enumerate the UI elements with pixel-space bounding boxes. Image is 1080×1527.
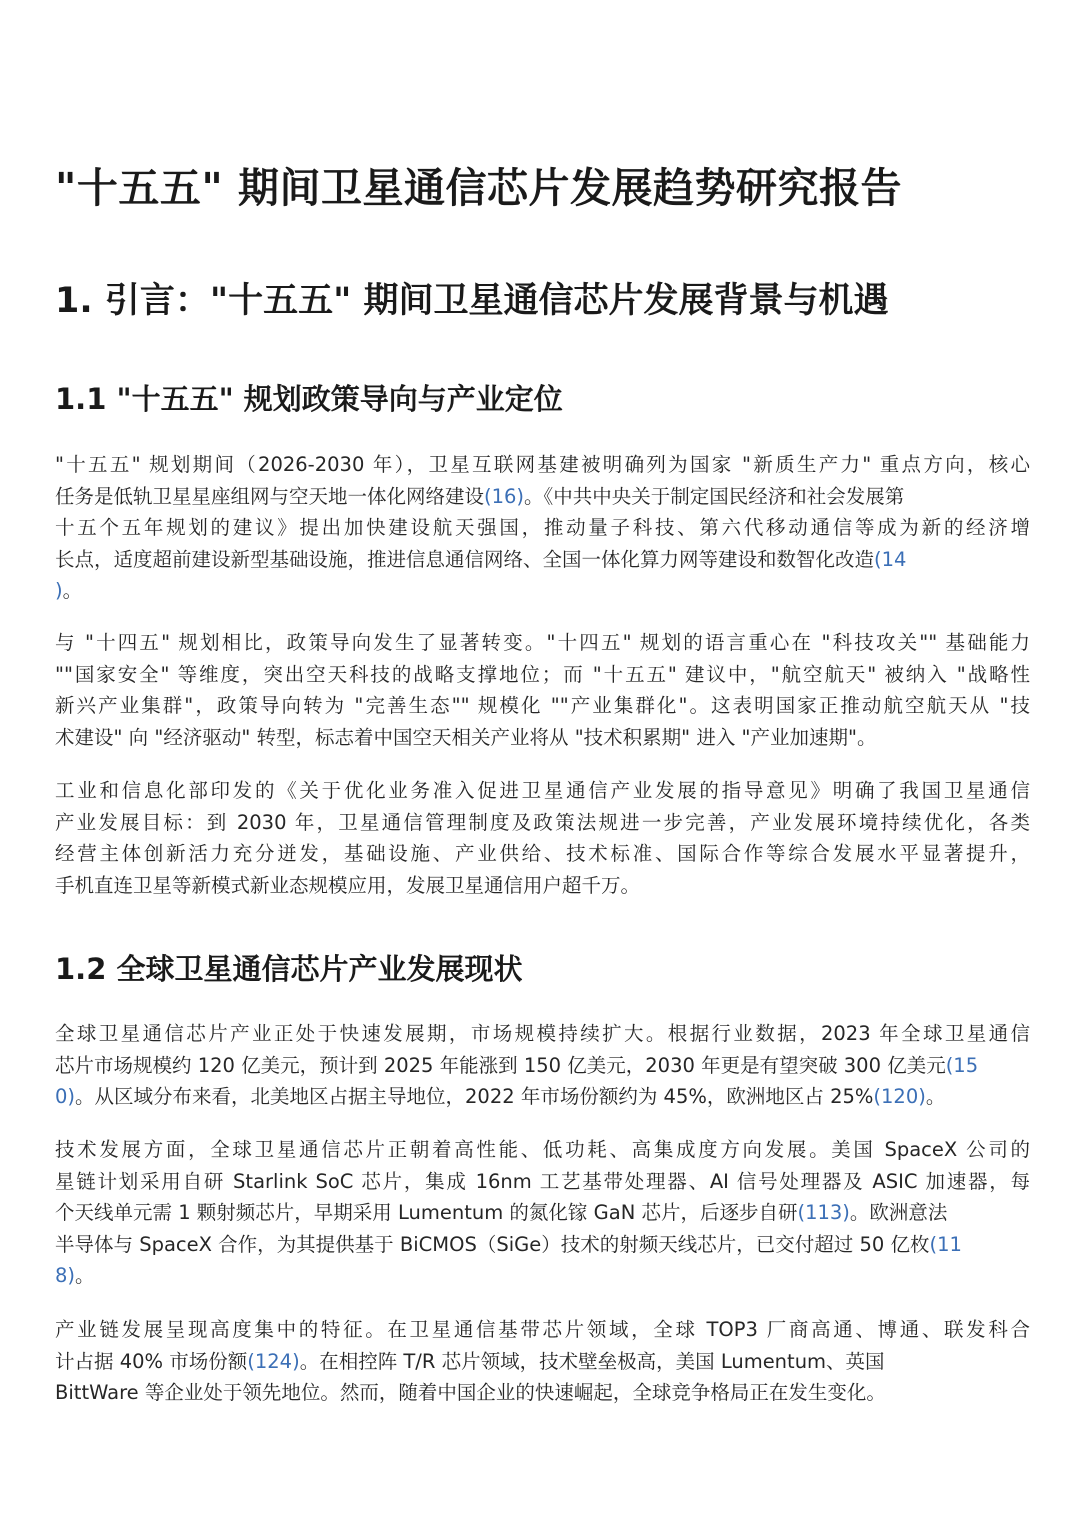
text-run: 。《中共中央关于制定国民经济和社会发展第 [524, 484, 905, 508]
text-run: 。 [75, 1264, 95, 1287]
text-run: 。欧洲意法 [849, 1201, 948, 1224]
citation-link[interactable]: 8) [55, 1264, 76, 1287]
paragraph-line [55, 1229, 1030, 1261]
text-run: 。 [925, 1085, 946, 1108]
text-run: 。在相控阵 T/R 芯片领域，技术壁垒极高，美国 Lumentum、英国 [299, 1349, 885, 1373]
text-run: 。从区域分布来看，北美地区占据主导地位，2022 年市场份额约为 45%，欧洲地区占 25% [75, 1085, 874, 1108]
citation-link[interactable]: 0) [55, 1085, 76, 1108]
paragraph-line: 产业发展目标：到 2030 年，卫星通信管理制度及政策法规进一步完善，产业发展环境持续优化，各类 [55, 810, 1030, 834]
citation-link[interactable]: (113) [797, 1201, 850, 1224]
text-run: 。 [62, 579, 83, 602]
paragraph-line [55, 1197, 1030, 1229]
citation-link[interactable]: (16) [484, 484, 525, 508]
paragraph-line: 与 "十四五" 规划相比，政策导向发生了显著转变。"十四五" 规划的语言重心在 "科技攻关"" 基础能力 [55, 631, 1030, 654]
paragraph-line: 新兴产业集群"，政策导向转为 "完善生态"" 规模化 ""产业集群化"。这表明国家正推动航空航天从 "技 [55, 694, 1030, 717]
paragraph-line: 术建设" 向 "经济驱动" 转型，标志着中国空天相关产业将从 "技术积累期" 进入 "产业加速期"。 [55, 725, 877, 749]
text-run: 计占据 40% 市场份额 [55, 1349, 248, 1373]
paragraph-line [55, 575, 1030, 607]
paragraph-line: ""国家安全" 等维度，突出空天科技的战略支撑地位；而 "十五五" 建议中，"航空航天" 被纳入 "战略性 [55, 662, 1030, 686]
paragraph-line [55, 1260, 1030, 1292]
paragraph-line: "十五五" 规划期间（2026-2030 年），卫星互联网基建被明确列为国家 "新质生产力" 重点方向，核心 [55, 453, 1030, 476]
citation-link[interactable]: (11 [929, 1232, 962, 1256]
paragraph-policy-comparison [55, 627, 1030, 753]
paragraph-industry-chain [55, 1314, 1030, 1409]
paragraph-market-size [55, 1018, 1030, 1113]
text-run: 个天线单元需 1 颗射频芯片，早期采用 Lumentum 的氮化镓 GaN 芯片，后逐步自研 [55, 1201, 798, 1224]
paragraph-line: 工业和信息化部印发的《关于优化业务准入促进卫星通信产业发展的指导意见》明确了我国卫星通信 [55, 779, 1030, 802]
paragraph-line: 十五个五年规划的建议》提出加快建设航天强国，推动量子科技、第六代移动通信等成为新的经济增 [55, 516, 1030, 539]
subsection-heading-policy: 1.1 "十五五" 规划政策导向与产业定位 [55, 382, 563, 416]
paragraph-line: 技术发展方面，全球卫星通信芯片正朝着高性能、低功耗、高集成度方向发展。美国 SpaceX 公司的 [55, 1138, 1030, 1161]
citation-link[interactable]: (14 [874, 547, 907, 571]
text-run: 任务是低轨卫星星座组网与空天地一体化网络建设 [55, 484, 485, 508]
citation-link[interactable]: (120) [873, 1085, 926, 1108]
text-run: 芯片市场规模约 120 亿美元，预计到 2025 年能涨到 150 亿美元，2030 年更是有望突破 300 亿美元 [55, 1053, 946, 1077]
paragraph-line [55, 544, 1030, 576]
paragraph-line: 星链计划采用自研 Starlink SoC 芯片，集成 16nm 工艺基带处理器、AI 信号处理器及 ASIC 加速器，每 [55, 1169, 1030, 1193]
paragraph-industry-goals [55, 775, 1030, 901]
paragraph-line [55, 1081, 1030, 1113]
paragraph-line [55, 481, 1030, 513]
text-run: 长点，适度超前建设新型基础设施，推进信息通信网络、全国一体化算力网等建设和数智化改造 [55, 547, 875, 571]
citation-link[interactable]: (15 [945, 1053, 979, 1077]
citation-link[interactable]: (124) [247, 1349, 300, 1373]
section-heading-introduction: 1. 引言："十五五" 期间卫星通信芯片发展背景与机遇 [55, 281, 889, 321]
subsection-heading-global-status: 1.2 全球卫星通信芯片产业发展现状 [55, 952, 523, 986]
document-title: "十五五" 期间卫星通信芯片发展趋势研究报告 [55, 164, 902, 212]
paragraph-line: 产业链发展呈现高度集中的特征。在卫星通信基带芯片领域，全球 TOP3 厂商高通、博通、联发科合 [55, 1318, 1030, 1341]
paragraph-line: 全球卫星通信芯片产业正处于快速发展期，市场规模持续扩大。根据行业数据，2023 年全球卫星通信 [55, 1022, 1030, 1045]
paragraph-line: BittWare 等企业处于领先地位。然而，随着中国企业的快速崛起，全球竞争格局正在发生变化。 [55, 1381, 886, 1404]
text-run: 半导体与 SpaceX 合作，为其提供基于 BiCMOS（SiGe）技术的射频天线芯片，已交付超过 50 亿枚 [55, 1232, 930, 1256]
paragraph-line [55, 1050, 1030, 1082]
paragraph-line [55, 1346, 1030, 1378]
paragraph-line: 经营主体创新活力充分迸发，基础设施、产业供给、技术标准、国际合作等综合发展水平显著提升， [55, 842, 1030, 865]
paragraph-technology-trends [55, 1134, 1030, 1292]
citation-link[interactable]: ) [55, 579, 63, 602]
paragraph-policy-overview [55, 449, 1030, 607]
paragraph-line: 手机直连卫星等新模式新业态规模应用，发展卫星通信用户超千万。 [55, 873, 641, 897]
